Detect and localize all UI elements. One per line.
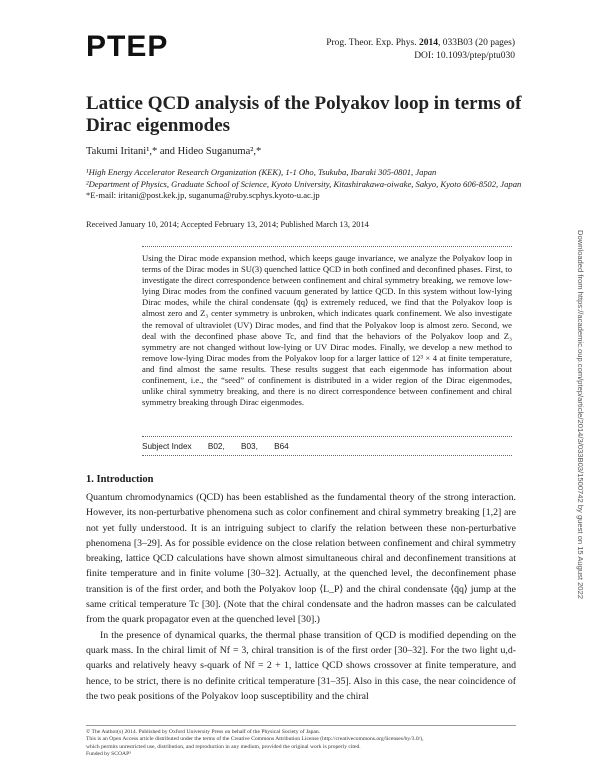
footer-rule — [86, 725, 516, 726]
received-dates: Received January 10, 2014; Accepted February 13, 2014; Published March 13, 2014 — [86, 220, 369, 229]
doi[interactable]: DOI: 10.1093/ptep/ptu030 — [414, 51, 515, 61]
affiliations — [86, 167, 526, 202]
download-notice: Downloaded from https://academic.oup.com/ptep/article/2014/3/033B03/1500742 by guest on 15 August 2022 — [576, 230, 585, 599]
abstract-top-rule — [142, 246, 512, 247]
footer-line-3: which permits unrestricted use, distribution, and reproduction in any medium, provided the original work is properly cited. — [86, 743, 361, 750]
subject-code-3: B64 — [274, 442, 289, 451]
section-heading: 1. Introduction — [86, 474, 154, 485]
body-text — [86, 490, 516, 704]
journal-article: , 033B03 (20 pages) — [437, 38, 515, 48]
ptep-logo: PTEP — [86, 30, 169, 63]
subject-code-1: B02, — [207, 442, 225, 451]
footer-line-2: This is an Open Access article distributed under the terms of the Creative Commons Attribution License (http://creativecommons.org/licenses/by/3.0/), — [86, 736, 424, 743]
journal-year: 2014 — [418, 38, 438, 48]
paper-title: Lattice QCD analysis of the Polyakov loop in terms of Dirac eigenmodes — [86, 93, 522, 136]
subject-index-label: Subject Index — [142, 442, 192, 451]
paragraph-1: Quantum chromodynamics (QCD) has been established as the fundamental theory of the strong interaction. However, its non-perturbative phenomena such as color confinement and chiral symmetry breaking [1,2] are not yet fully understood. It is an intriguing subject to clarify the relation between these non-perturbative phenomena [3–29]. As for possible evidence on the close relation between confinement and chiral symmetry breaking, lattice QCD calculations have shown almost simultaneous chiral and deconfinement transitions at finite temperature and in finite volume [30–32]. Actually, at the quenched level, the deconfinement phase transition is of the first order, and both the Polyakov loop ⟨L_P⟩ and the chiral condensate ⟨q̄q⟩ jump at the same critical temperature Tc [30]. (Note that the chiral condensate and the hadron masses can be calculated from the quark propagator even at the quenched level [30].) — [86, 492, 516, 626]
download-sidebar — [575, 0, 589, 776]
journal-name: Prog. Theor. Exp. Phys. — [326, 38, 417, 48]
abstract-bottom-rule — [142, 455, 512, 456]
affiliation-1: ¹High Energy Accelerator Research Organization (KEK), 1-1 Oho, Tsukuba, Ibaraki 305-0801, Japan — [86, 167, 437, 177]
subject-code-2: B03, — [241, 442, 258, 451]
subject-index — [142, 442, 289, 451]
footer-line-4: Funded by SCOAP³ — [86, 751, 131, 758]
abstract: Using the Dirac mode expansion method, which keeps gauge invariance, we analyze the Polyakov loop in terms of the Dirac modes in SU(3) quenched lattice QCD in both confined and deconfined phases. First, to investigate the direct correspondence between confinement and chiral symmetry breaking, we remove low-lying Dirac modes from the confined vacuum generated by lattice QCD. In this system without low-lying Dirac modes, while the chiral condensate ⟨q̄q⟩ is extremely reduced, we find that the Polyakov loop is almost zero and Z₃ center symmetry is unbroken, which indicates quark confinement. We also investigate the removal of ultraviolet (UV) Dirac modes, and find that the Polyakov loop is almost zero. Second, we deal with the deconfined phase above Tc, and find that the behaviors of the Polyakov loop and Z₃ symmetry are not changed without low-lying or UV Dirac modes. Finally, we develop a new method to remove low-lying Dirac modes from the Polyakov loop for a larger lattice of 12³ × 4 at finite temperature, and find almost the same results. These results suggest that each eigenmode has information about confinement, i.e., the “seed” of confinement is distributed in a wider region of the Dirac eigenmodes, unlike chiral symmetry breaking, and there is no direct correspondence between confinement and chiral symmetry breaking through Dirac eigenmodes. — [142, 253, 512, 408]
paragraph-2: In the presence of dynamical quarks, the thermal phase transition of QCD is modified depending on the quark mass. In the chiral limit of Nf = 3, chiral transition is of the first order [30–32]. For the two light u,d-quarks and relatively heavy s-quark of Nf = 2 + 1, lattice QCD shows crossover at finite temperature, and hence, to be strict, there is no definite critical temperature [31–35]. Also in this case, the near coincidence of the two peak positions of the Polyakov loop susceptibility and the chiral — [86, 629, 516, 702]
affiliation-2: ²Department of Physics, Graduate School of Science, Kyoto University, Kitashirakawa-oiwake, Sakyo, Kyoto 606-8502, Japan — [86, 178, 522, 189]
journal-info — [326, 37, 515, 63]
footer-line-1: © The Author(s) 2014. Published by Oxford University Press on behalf of the Physical Society of Japan. — [86, 729, 321, 735]
email[interactable]: *E-mail: iritani@post.kek.jp, suganuma@ruby.scphys.kyoto-u.ac.jp — [86, 190, 320, 201]
footer — [86, 729, 516, 759]
abstract-mid-rule — [142, 436, 512, 437]
authors: Takumi Iritani¹,* and Hideo Suganuma²,* — [86, 146, 262, 157]
